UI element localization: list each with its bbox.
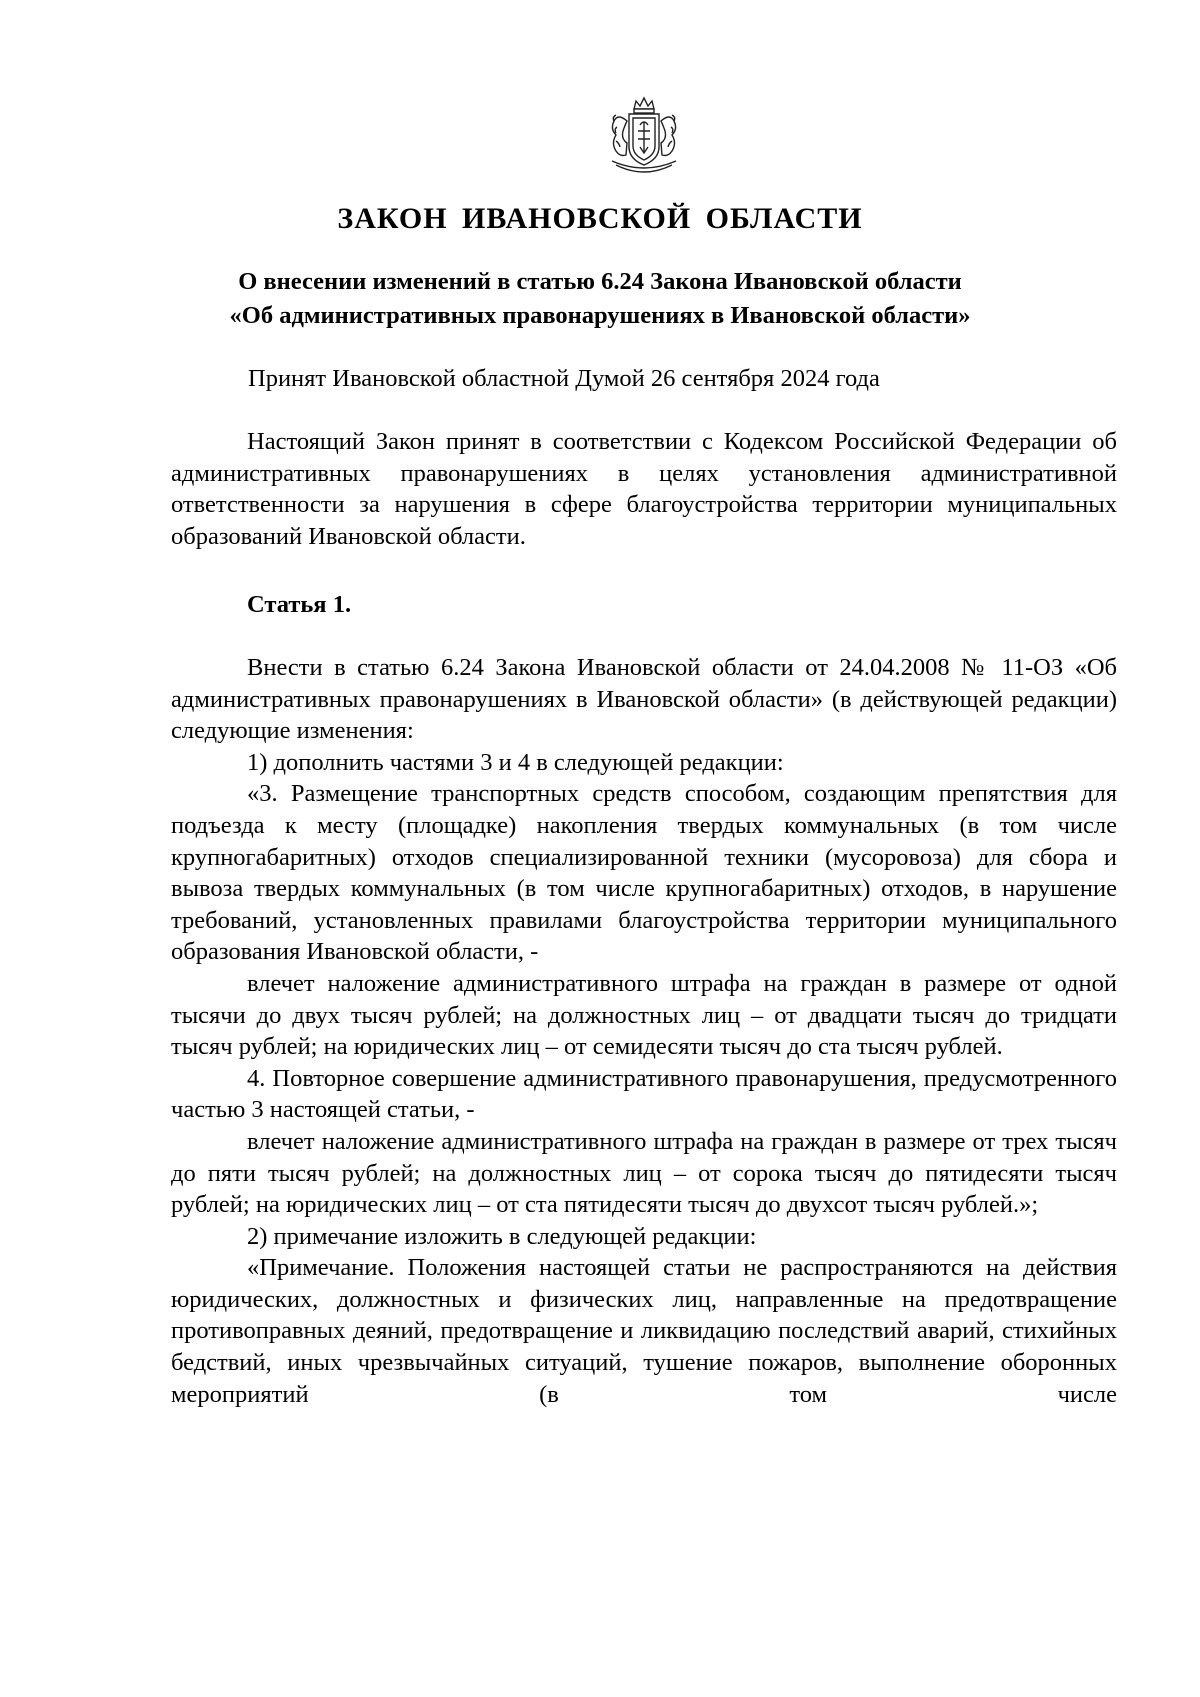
preamble <box>171 426 1117 552</box>
article-paragraph: 4. Повторное совершение административного правонарушения, предусмотренного частью 3 настоящей статьи, - <box>171 1064 1117 1124</box>
article-paragraph: 1) дополнить частями 3 и 4 в следующей редакции: <box>247 748 784 776</box>
article-paragraph: влечет наложение административного штрафа на граждан в размере от одной тысячи до двух тысяч рублей; на должностных лиц – от двадцати тысяч до тридцати тысяч рублей; на юридических лиц – от семидесяти тысяч до ста тысяч рублей. <box>171 969 1117 1061</box>
article-body <box>171 652 1117 1410</box>
law-subject-line-1: О внесении изменений в статью 6.24 Закона Ивановской области <box>238 268 962 295</box>
law-subject-line-2: «Об административных правонарушениях в Ивановской области» <box>229 302 971 329</box>
law-subject <box>150 265 1050 333</box>
article-heading: Статья 1. <box>247 591 352 618</box>
preamble-paragraph: Настоящий Закон принят в соответствии с Кодексом Российской Федерации об административных правонарушениях в целях установления административной ответственности за нарушения в сфере благоустройства территории муниципальных образований Ивановской области. <box>171 428 1117 550</box>
article-paragraph: «3. Размещение транспортных средств способом, создающим препятствия для подъезда к месту (площадке) накопления твердых коммунальных (в том числе крупногабаритных) отходов специализированной техники (мусоровоза) для сбора и вывоза твердых коммунальных (в том числе крупногабаритных) отходов, в нарушение требований, установленных правилами благоустройства территории муниципального образования Ивановской области, - <box>171 780 1117 966</box>
adoption-line: Принят Ивановской областной Думой 26 сентября 2024 года <box>248 365 880 392</box>
ivanovo-coat-of-arms-icon <box>596 95 692 177</box>
article-paragraph: «Примечание. Положения настоящей статьи не распространяются на действия юридических, должностных и физических лиц, направленные на предотвращение противоправных деяний, предотвращение и ликвидацию последствий аварий, стихийных бедствий, иных чрезвычайных ситуаций, тушение пожаров, выполнение оборонных мероприятий (в том числе <box>171 1254 1117 1408</box>
law-title: ЗАКОН ИВАНОВСКОЙ ОБЛАСТИ <box>337 202 863 235</box>
article-paragraph: 2) примечание изложить в следующей редакции: <box>247 1222 757 1250</box>
article-paragraph: Внести в статью 6.24 Закона Ивановской области от 24.04.2008 № 11-ОЗ «Об административных правонарушениях в Ивановской области» (в действующей редакции) следующие изменения: <box>171 654 1117 745</box>
article-paragraph: влечет наложение административного штрафа на граждан в размере от трех тысяч до пяти тысяч рублей; на должностных лиц – от сорока тысяч до пятидесяти тысяч рублей; на юридических лиц – от ста пятидесяти тысяч до двухсот тысяч рублей.»; <box>171 1127 1117 1219</box>
